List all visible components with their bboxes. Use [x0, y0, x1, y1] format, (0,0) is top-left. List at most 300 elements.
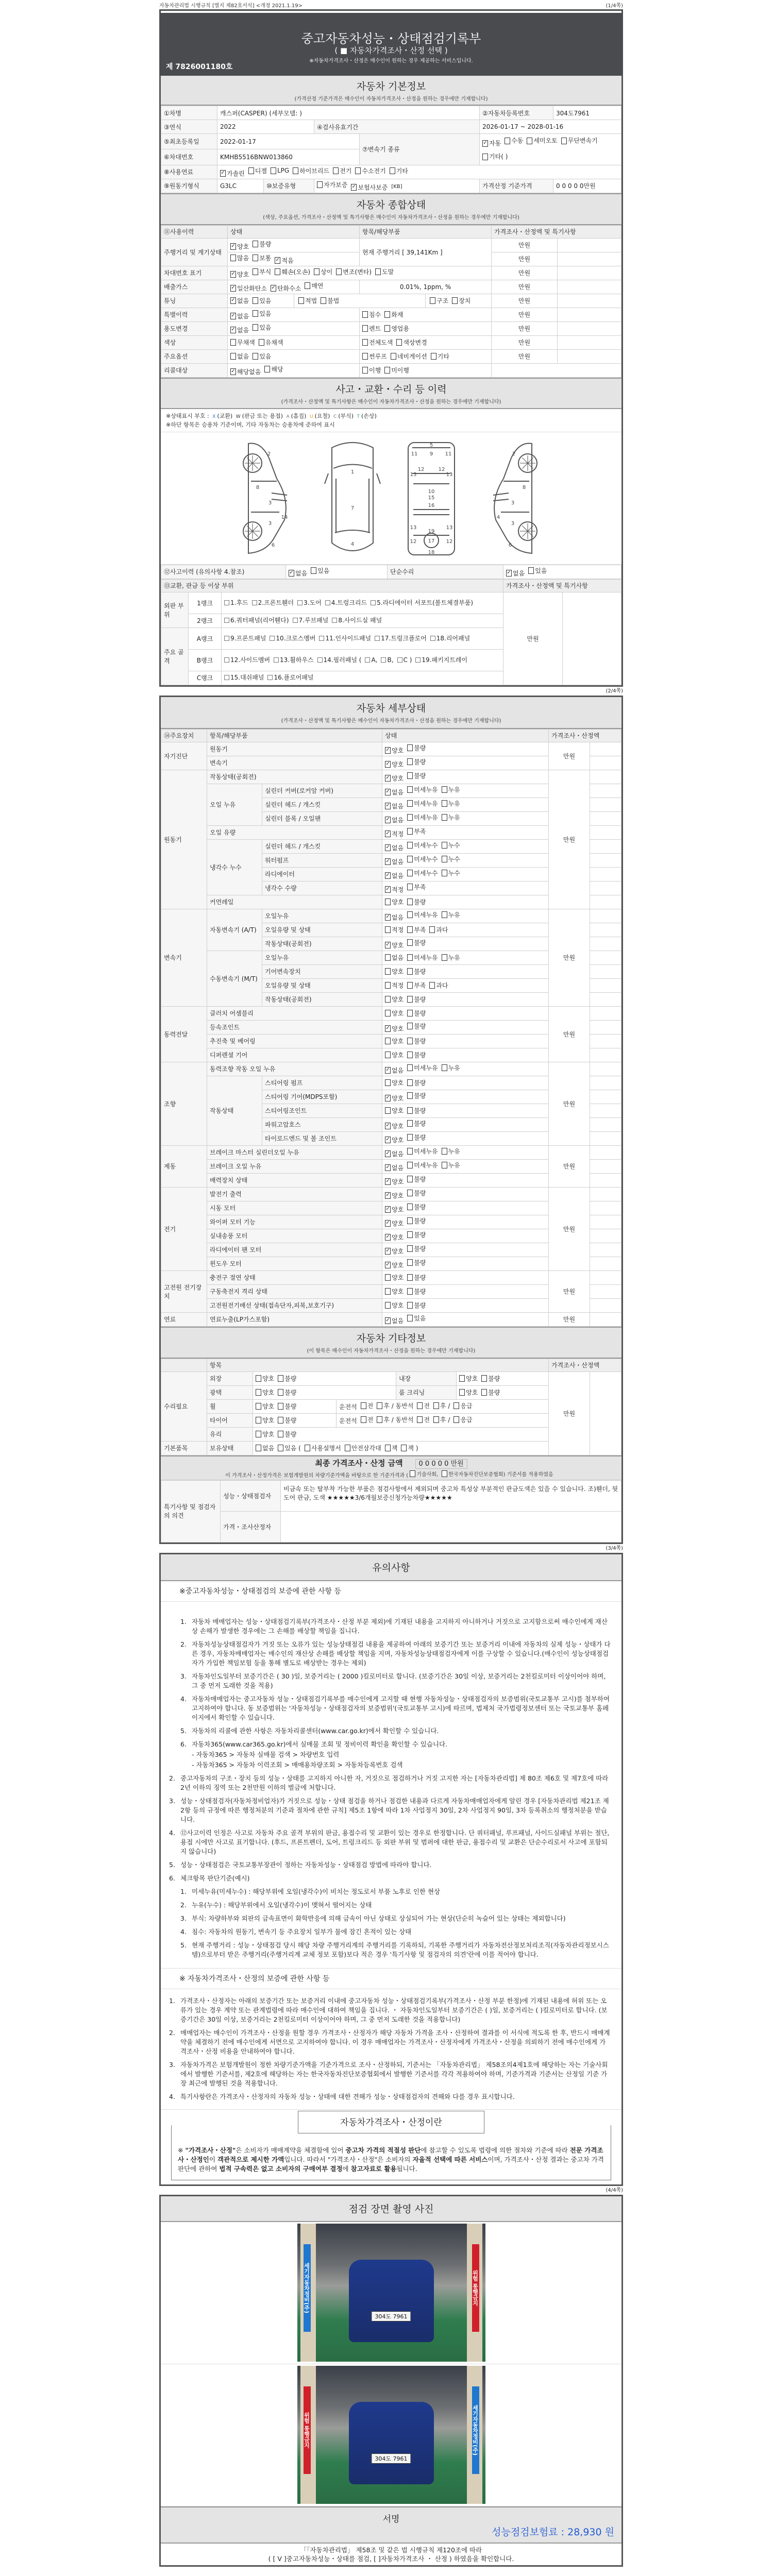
checkbox[interactable] [361, 1402, 366, 1409]
option [385, 1301, 404, 1310]
checkbox[interactable]: ✓ [385, 1192, 390, 1198]
checkbox[interactable] [267, 675, 273, 680]
checkbox[interactable]: ✓ [385, 872, 390, 878]
checkbox[interactable]: ✓ [385, 1178, 390, 1184]
item-label: 스티어링 기어(MDPS포함) [262, 1090, 382, 1104]
item-label: 충전구 절연 상태 [207, 1270, 382, 1284]
notice-body [192, 1887, 440, 1896]
checkbox[interactable] [442, 911, 447, 918]
checkbox[interactable] [430, 297, 435, 304]
checkbox[interactable] [385, 1274, 391, 1281]
checkbox[interactable] [385, 1445, 391, 1451]
checkbox[interactable] [253, 241, 258, 247]
checkbox[interactable] [259, 339, 264, 346]
checkbox[interactable] [442, 1064, 447, 1071]
option [385, 829, 404, 838]
checkbox[interactable] [407, 1162, 413, 1168]
checkbox[interactable] [407, 828, 413, 835]
price-note [558, 294, 621, 308]
checkbox[interactable] [264, 366, 270, 372]
checkbox[interactable] [362, 367, 368, 374]
notice-item [180, 1694, 611, 1722]
checkbox[interactable] [314, 268, 320, 275]
box-text-segment: ※ [178, 2146, 186, 2154]
status-options [382, 756, 549, 770]
checkbox[interactable]: ✓ [231, 312, 236, 318]
checkbox[interactable] [407, 800, 413, 807]
checkbox[interactable] [256, 1403, 261, 1410]
checkbox[interactable] [459, 1389, 465, 1396]
checkbox[interactable] [407, 1315, 413, 1321]
option-label: 양호 [392, 1136, 404, 1144]
checkbox[interactable] [305, 282, 310, 289]
checkbox[interactable] [248, 167, 254, 174]
checkbox[interactable] [256, 1389, 261, 1396]
checkbox[interactable] [224, 657, 229, 663]
checkbox[interactable]: ✓ [289, 569, 294, 575]
checkbox[interactable] [253, 297, 258, 304]
option [442, 841, 460, 850]
checkbox[interactable]: ✓ [385, 1164, 390, 1170]
checkbox[interactable] [375, 268, 381, 275]
checkbox[interactable] [391, 353, 396, 360]
option [385, 897, 404, 906]
checkbox[interactable] [270, 636, 275, 641]
notice-text: 누유(누수) : 해당부위에서 오일(냉각수)이 맺혀서 떨어지는 상태 [192, 1901, 372, 1909]
option [377, 1401, 413, 1410]
checkbox[interactable] [407, 1023, 413, 1029]
device-group: 원동기 [161, 770, 207, 909]
checkbox[interactable] [442, 870, 447, 876]
checkbox[interactable] [385, 968, 391, 975]
checkbox[interactable] [385, 996, 391, 1003]
checkbox[interactable] [481, 1375, 487, 1382]
option [385, 981, 404, 990]
price-note [590, 1104, 621, 1117]
checkbox[interactable] [401, 1445, 407, 1451]
checkbox[interactable] [377, 1416, 382, 1423]
checkbox[interactable] [224, 675, 229, 680]
inspection-photo [297, 2224, 485, 2362]
diagram-part-number: 6 [508, 542, 512, 548]
checkbox[interactable] [253, 268, 258, 275]
option-label: 누유 [448, 1161, 460, 1169]
checkbox[interactable]: ✓ [231, 284, 236, 291]
price-note [590, 1284, 621, 1298]
checkbox[interactable] [385, 926, 391, 933]
checkbox[interactable] [528, 567, 534, 574]
checkbox[interactable] [407, 1231, 413, 1238]
diagram-part-number: 19 [428, 528, 435, 534]
checkbox[interactable]: ✓ [231, 270, 236, 277]
notice-number: 6. [169, 1874, 175, 1882]
checkbox[interactable] [407, 939, 413, 946]
option-label: 없음 [392, 788, 404, 796]
checkbox[interactable] [407, 982, 413, 989]
option-label: 불량 [414, 1051, 426, 1059]
checkbox[interactable] [481, 1389, 487, 1396]
checkbox[interactable] [385, 1288, 391, 1295]
checkbox[interactable] [321, 297, 326, 304]
checkbox[interactable] [442, 1470, 447, 1477]
checkbox[interactable] [293, 167, 298, 174]
confirm-line: 「「자동차관리법」 제58조 및 같은 법 시행규칙 제120조에 따라 [300, 2546, 482, 2554]
checkbox[interactable] [253, 353, 258, 360]
checkbox[interactable]: ✓ [385, 816, 390, 822]
checkbox[interactable] [407, 954, 413, 961]
checkbox[interactable] [355, 167, 361, 174]
basic-items-options [253, 1441, 549, 1455]
checkbox[interactable]: ✓ [385, 913, 390, 920]
label: 가격산정 기준가격 [480, 179, 553, 193]
checkbox[interactable]: ✓ [385, 941, 390, 947]
checkbox[interactable] [362, 311, 368, 318]
checkbox[interactable]: ✓ [275, 257, 280, 263]
rank-label: B랭크 [189, 649, 222, 671]
checkbox[interactable]: ✓ [385, 844, 390, 850]
checkbox[interactable]: ✓ [351, 183, 357, 190]
checkbox[interactable] [385, 1079, 391, 1086]
checkbox[interactable] [332, 618, 337, 623]
checkbox[interactable] [325, 600, 330, 605]
option [385, 1037, 404, 1045]
checkbox[interactable] [278, 1445, 283, 1451]
checkbox[interactable] [442, 1148, 447, 1155]
checkbox[interactable]: ✓ [385, 788, 390, 794]
checkbox[interactable] [407, 1052, 413, 1058]
checkbox[interactable] [230, 353, 236, 360]
checkbox[interactable] [319, 636, 324, 641]
checkbox[interactable] [385, 1302, 391, 1309]
doc-subtitle: ( ■ 자동차가격조사・산정 선택 ) [334, 46, 448, 55]
checkbox[interactable] [278, 1431, 283, 1437]
checkbox[interactable]: ✓ [385, 1025, 390, 1031]
checkbox[interactable] [361, 1416, 366, 1423]
checkbox[interactable] [362, 325, 368, 332]
checkbox[interactable] [482, 154, 488, 160]
option-label: 양호 [466, 1388, 478, 1396]
checkbox[interactable] [407, 968, 413, 975]
checkbox[interactable] [407, 1259, 413, 1266]
option [442, 1063, 460, 1072]
checkbox[interactable] [407, 1245, 413, 1252]
checkbox[interactable] [253, 255, 258, 261]
checkbox[interactable]: ✓ [385, 1261, 390, 1267]
checkbox[interactable] [224, 636, 229, 641]
label: ③연식 [161, 120, 217, 134]
checkbox[interactable] [407, 996, 413, 1003]
checkbox[interactable] [417, 1402, 423, 1409]
checkbox[interactable] [407, 1010, 413, 1016]
checkbox[interactable] [381, 657, 386, 663]
option [385, 1191, 404, 1200]
checkbox[interactable] [298, 297, 304, 304]
checkbox[interactable] [407, 1134, 413, 1141]
option [224, 655, 270, 665]
checkbox[interactable] [224, 618, 229, 623]
checkbox[interactable]: ✓ [385, 802, 390, 808]
diagram-part-number: 5 [429, 442, 433, 448]
status-options [382, 1243, 549, 1257]
checkbox[interactable] [224, 600, 229, 605]
checkbox[interactable] [390, 167, 395, 174]
checkbox[interactable] [429, 982, 435, 989]
option-label: 없음 [237, 297, 249, 304]
option [375, 633, 427, 643]
checkbox[interactable]: ✓ [231, 326, 236, 332]
option-label: 유채색 [265, 338, 283, 346]
checkbox[interactable] [371, 600, 376, 605]
checkbox[interactable] [385, 899, 391, 905]
checkbox[interactable] [527, 138, 532, 144]
wheel-spoke [522, 531, 528, 537]
checkbox[interactable] [407, 1064, 413, 1071]
license-plate: 304도 7961 [371, 2453, 411, 2464]
option [385, 913, 404, 922]
checkbox[interactable] [407, 1204, 413, 1210]
section-title: 자동차 세부상태 [356, 703, 426, 714]
checkbox[interactable] [385, 1052, 391, 1058]
checkbox[interactable]: ✓ [385, 1150, 390, 1156]
confirmation-text [161, 2544, 621, 2565]
option-label: 없음 [392, 1150, 404, 1158]
price-note [590, 964, 621, 978]
checkbox[interactable] [442, 954, 447, 961]
option [407, 1258, 426, 1267]
checkbox[interactable] [407, 786, 413, 793]
checkbox[interactable] [407, 1148, 413, 1155]
price-note [590, 1201, 621, 1215]
option-label: 후 / [440, 1402, 450, 1410]
checkbox[interactable] [407, 1302, 413, 1309]
checkbox[interactable] [336, 268, 342, 275]
checkbox[interactable] [433, 1416, 439, 1423]
notice-item [169, 1860, 611, 1870]
checkbox[interactable]: ✓ [507, 569, 511, 575]
checkbox[interactable] [429, 926, 435, 933]
checkbox[interactable] [365, 657, 370, 663]
checkbox[interactable] [459, 1375, 465, 1382]
checkbox[interactable]: ✓ [385, 747, 390, 753]
option [365, 655, 377, 665]
notice-body [180, 2060, 611, 2088]
checkbox[interactable] [407, 1120, 413, 1127]
checkbox[interactable]: ✓ [385, 774, 390, 781]
checkbox[interactable]: ✓ [385, 1317, 390, 1323]
checkbox[interactable] [278, 1375, 283, 1382]
checkbox[interactable]: ✓ [385, 1233, 390, 1240]
checkbox[interactable]: ✓ [385, 1206, 390, 1212]
checkbox[interactable]: ✓ [221, 170, 225, 176]
option [275, 256, 293, 265]
checkbox[interactable] [407, 1107, 413, 1114]
checkbox[interactable] [317, 657, 323, 663]
checkbox[interactable]: ✓ [385, 886, 390, 892]
checkbox[interactable] [278, 1389, 283, 1396]
checkbox[interactable] [453, 1402, 459, 1409]
checkbox[interactable] [561, 138, 567, 144]
status-options [382, 1048, 549, 1062]
checkbox[interactable] [252, 600, 257, 605]
checkbox[interactable] [442, 842, 447, 849]
notice-item [180, 1740, 611, 1770]
checkbox[interactable] [345, 1445, 350, 1451]
checkbox[interactable] [385, 1010, 391, 1016]
checkbox[interactable] [305, 1445, 310, 1451]
option-label: 전 [367, 1402, 374, 1410]
checkbox[interactable] [256, 1375, 261, 1382]
box-text-segment: 에 [342, 2164, 351, 2173]
checkbox[interactable]: ✓ [385, 760, 390, 767]
price-note [558, 266, 621, 280]
checkbox[interactable] [377, 1402, 382, 1409]
checkbox[interactable] [274, 657, 279, 663]
checkbox[interactable]: ✓ [385, 1122, 390, 1128]
option-label: 미세누유 [414, 911, 438, 919]
checkbox[interactable] [396, 339, 402, 346]
checkbox[interactable] [407, 758, 413, 765]
checkbox[interactable] [407, 870, 413, 876]
status-options [382, 784, 549, 798]
option-label: 불법 [327, 297, 340, 304]
option-label: 네비게이션 [397, 352, 427, 360]
item-label: 오일 유량 [207, 825, 382, 839]
checkbox[interactable] [442, 814, 447, 821]
wheel-spoke [253, 531, 258, 537]
checkbox[interactable]: ✓ [385, 1094, 390, 1100]
basic-info-table [161, 106, 621, 193]
checkbox[interactable] [433, 1402, 439, 1409]
checkbox[interactable] [293, 618, 298, 623]
checkbox[interactable] [407, 1176, 413, 1182]
checkbox[interactable] [256, 1445, 261, 1451]
checkbox[interactable] [453, 1416, 459, 1423]
checkbox[interactable] [297, 600, 303, 605]
option [333, 166, 351, 175]
option-label: 있음 [259, 297, 272, 304]
checkbox[interactable] [385, 1107, 391, 1114]
checkbox[interactable] [278, 1403, 283, 1410]
item-options [360, 321, 492, 335]
checkbox[interactable] [407, 899, 413, 905]
checkbox[interactable] [407, 772, 413, 779]
checkbox[interactable] [407, 1288, 413, 1295]
checkbox[interactable] [442, 786, 447, 793]
notice-text: 중고자동차의 구조・장치 등의 성능・상태를 고지하지 아니한 자, 거짓으로 점검하거나 거짓 고지한 자는 [자동차관리법] 제 80조 제6호 및 제7호에 따라 2년 이하의 징역 또는 2천만원 이하의 벌금에 처합니다. [180, 1774, 609, 1791]
checkbox[interactable] [278, 1417, 283, 1423]
checkbox[interactable] [253, 324, 258, 331]
checkbox[interactable]: ✓ [385, 830, 390, 836]
checkbox[interactable] [407, 1079, 413, 1086]
checkbox[interactable]: ✓ [231, 297, 236, 303]
checkbox[interactable] [317, 181, 323, 188]
checkbox[interactable] [230, 255, 236, 261]
checkbox[interactable] [362, 339, 368, 346]
checkbox[interactable] [375, 636, 380, 641]
checkbox[interactable]: ✓ [385, 858, 390, 864]
option-label: 부식 [259, 268, 272, 276]
checkbox[interactable] [384, 325, 390, 332]
checkbox[interactable] [430, 636, 435, 641]
checkbox[interactable] [230, 339, 236, 346]
notice-subheader: ※ 자동차가격조사・산정의 보증에 관한 사항 등 [161, 1969, 621, 1989]
checkbox[interactable] [407, 1092, 413, 1099]
checkbox[interactable] [407, 842, 413, 849]
notice-body [192, 1914, 566, 1923]
checkbox[interactable] [256, 1417, 261, 1423]
checkbox[interactable] [407, 1038, 413, 1044]
checkbox[interactable] [442, 1162, 447, 1168]
option-label: 있음 [414, 1314, 426, 1322]
checkbox[interactable]: ✓ [385, 1136, 390, 1142]
diagram-part-number: 18 [428, 549, 435, 555]
checkbox[interactable] [385, 954, 391, 961]
rank-items [222, 614, 503, 628]
checkbox[interactable] [407, 856, 413, 862]
checkbox[interactable] [407, 911, 413, 918]
checkbox[interactable] [505, 138, 510, 144]
checkbox[interactable] [431, 353, 436, 360]
option [442, 799, 460, 808]
option [317, 180, 347, 189]
checkbox[interactable] [407, 884, 413, 890]
checkbox[interactable] [362, 353, 368, 360]
checkbox[interactable] [452, 297, 458, 304]
option-label: 매연 [311, 282, 324, 290]
warranty-company: [KB] [391, 183, 402, 190]
checkbox[interactable] [442, 800, 447, 807]
checkbox[interactable] [407, 1190, 413, 1196]
checkbox[interactable] [397, 657, 402, 663]
checkbox[interactable]: ✓ [231, 243, 236, 249]
checkbox[interactable] [333, 167, 339, 174]
status-options [382, 909, 549, 923]
checkbox[interactable] [385, 982, 391, 989]
checkbox[interactable]: ✓ [385, 1219, 390, 1226]
checkbox[interactable] [256, 1431, 261, 1437]
checkbox[interactable] [275, 268, 280, 275]
checkbox[interactable] [385, 1038, 391, 1044]
sub-group: 자동변속기 (A/T) [207, 909, 262, 951]
checkbox[interactable] [410, 1470, 415, 1477]
checkbox[interactable]: ✓ [385, 1066, 390, 1073]
checkbox[interactable] [407, 1274, 413, 1281]
checkbox[interactable] [311, 567, 316, 574]
option [336, 267, 372, 276]
option-label: 변조(변타) [343, 268, 372, 276]
checkbox[interactable] [271, 167, 276, 174]
checkbox[interactable] [384, 311, 390, 318]
status-options [382, 1006, 549, 1020]
checkbox[interactable] [417, 1416, 423, 1423]
checkbox[interactable] [253, 310, 258, 317]
checkbox[interactable] [407, 1217, 413, 1224]
checkbox[interactable] [407, 744, 413, 751]
checkbox[interactable]: ✓ [271, 284, 276, 291]
column-header: 가격조사・산정액 및 특기사항 [503, 579, 621, 592]
checkbox[interactable] [407, 814, 413, 821]
item-label: 와이퍼 모터 기능 [207, 1215, 382, 1229]
checkbox[interactable]: ✓ [231, 368, 236, 374]
checkbox[interactable]: ✓ [483, 140, 488, 146]
checkbox[interactable] [384, 367, 390, 374]
checkbox[interactable] [415, 657, 421, 663]
checkbox[interactable] [442, 856, 447, 862]
option-label: 있음 [259, 352, 272, 360]
checkbox[interactable]: ✓ [385, 1247, 390, 1253]
checkbox[interactable] [407, 926, 413, 933]
diagram-part-number: 13 [410, 471, 417, 478]
